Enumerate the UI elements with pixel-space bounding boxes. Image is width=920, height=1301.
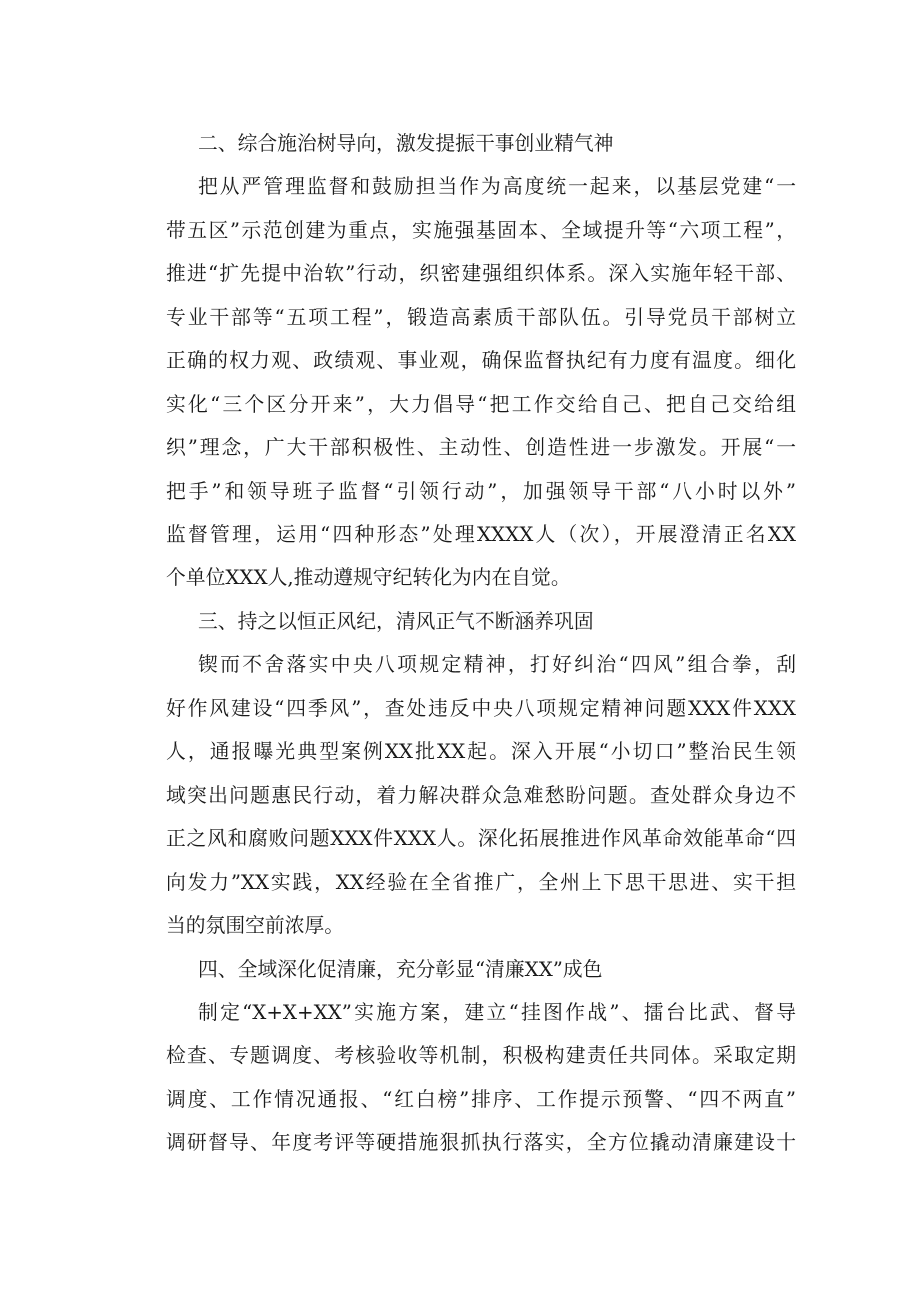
paragraph-line: 当的氛围空前浓厚。 — [166, 914, 345, 937]
paragraph-line: 正之风和腐败问题XXX件XXX人。深化拓展推进作风革命效能革命“四 — [166, 827, 796, 850]
paragraph-line: 域突出问题惠民行动，着力解决群众急难愁盼问题。查处群众身边不 — [166, 784, 796, 807]
paragraph-line: 带五区”示范创建为重点，实施强基固本、全域提升等“六项工程”， — [166, 219, 796, 242]
paragraph-line: 调度、工作情况通报、“红白榜”排序、工作提示预警、“四不两直” — [166, 1088, 796, 1111]
paragraph-line: 专业干部等“五项工程”，锻造高素质干部队伍。引导党员干部树立 — [166, 306, 796, 329]
paragraph-line: 检查、专题调度、考核验收等机制，积极构建责任共同体。采取定期 — [166, 1044, 796, 1067]
section-heading-2: 二、综合施治树导向，激发提振干事创业精气神 — [198, 132, 614, 155]
paragraph-line: 把手”和领导班子监督“引领行动”，加强领导干部“八小时以外” — [166, 480, 796, 503]
paragraph-line: 监督管理，运用“四种形态”处理XXXX人（次），开展澄清正名XX — [166, 523, 796, 546]
paragraph-line: 调研督导、年度考评等硬措施狠抓执行落实，全方位撬动清廉建设十 — [166, 1131, 796, 1154]
paragraph-line: 实化“三个区分开来”，大力倡导“把工作交给自己、把自己交给组 — [166, 393, 796, 416]
paragraph-line: 推进“扩先提中治软”行动，织密建强组织体系。深入实施年轻干部、 — [166, 262, 796, 285]
paragraph-line: 个单位XXX人,推动遵规守纪转化为内在自觉。 — [166, 566, 571, 589]
paragraph-line: 好作风建设“四季风”，查处违反中央八项规定精神问题XXX件XXX — [166, 697, 796, 720]
paragraph-line: 人，通报曝光典型案例XX批XX起。深入开展“小切口”整治民生领 — [166, 740, 796, 763]
paragraph-line: 锲而不舍落实中央八项规定精神，打好纠治“四风”组合拳，刮 — [198, 653, 796, 676]
paragraph-line: 向发力”XX实践，XX经验在全省推广，全州上下思干思进、实干担 — [166, 871, 796, 894]
paragraph-line: 正确的权力观、政绩观、事业观，确保监督执纪有力度有温度。细化 — [166, 349, 796, 372]
paragraph-line: 织”理念，广大干部积极性、主动性、创造性进一步激发。开展“一 — [166, 436, 796, 459]
section-heading-4: 四、全域深化促清廉，充分彰显“清廉XX”成色 — [198, 958, 603, 981]
paragraph-line: 制定“X+X+XX”实施方案，建立“挂图作战”、擂台比武、督导 — [198, 1001, 796, 1024]
paragraph-line: 把从严管理监督和鼓励担当作为高度统一起来，以基层党建“一 — [198, 175, 796, 198]
section-heading-3: 三、持之以恒正风纪，清风正气不断涵养巩固 — [198, 610, 594, 633]
